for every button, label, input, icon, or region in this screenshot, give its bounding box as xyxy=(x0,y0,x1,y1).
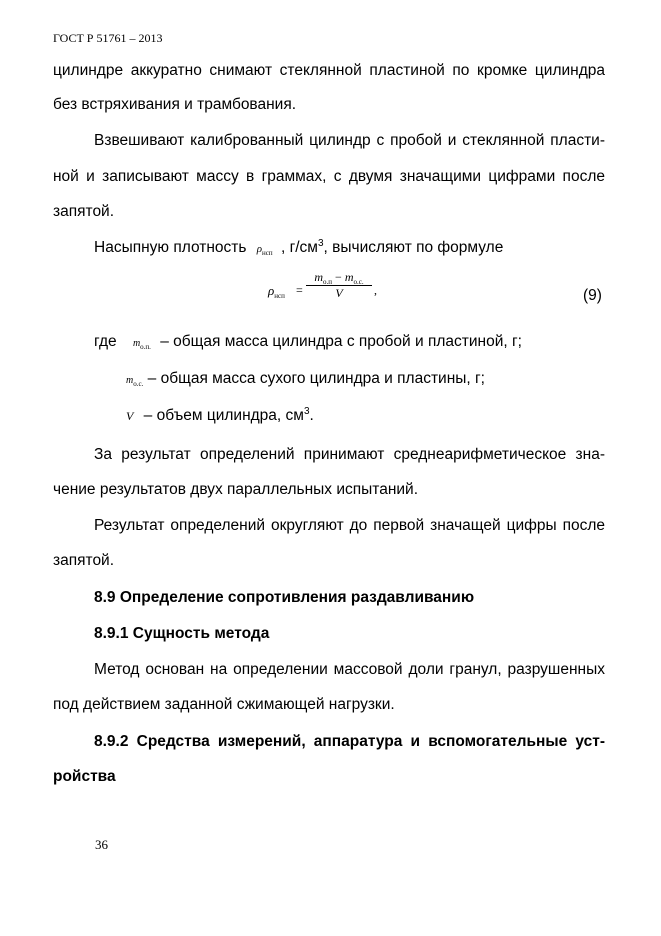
numerator-m2-subscript: о.с. xyxy=(353,278,364,286)
density-sentence xyxy=(94,239,503,259)
where-line-3 xyxy=(126,407,314,427)
sentence-text: Насыпную плотность xyxy=(94,239,247,256)
where-3-end: . xyxy=(309,407,314,424)
where-text-1: – общая масса цилиндра с пробой и пластиной, г; xyxy=(160,333,522,350)
paragraph-line: Метод основан на определении массовой доли гранул, разрушенных xyxy=(94,661,605,678)
symbol-m: m xyxy=(132,338,141,349)
where-3-superscript: 3 xyxy=(303,406,310,417)
paragraph-line: цилиндре аккуратно снимают стеклянной пластиной по кромке цилиндра xyxy=(53,62,605,79)
rho-symbol xyxy=(257,243,273,255)
numerator-m1-subscript: о.п xyxy=(323,278,333,286)
sentence-end: , вычисляют по формуле xyxy=(323,239,504,256)
page-number: 36 xyxy=(95,837,108,852)
numerator-minus: − xyxy=(335,270,342,284)
where-text-3: – объем цилиндра, см xyxy=(143,407,304,424)
section-heading-8-9: 8.9 Определение сопротивления раздавливанию xyxy=(94,589,475,606)
symbol-V: V xyxy=(126,409,134,423)
symbol-m-op-subscript: о.п. xyxy=(140,343,151,351)
section-heading-8-9-2-cont: ройства xyxy=(53,768,116,785)
formula-comma: , xyxy=(374,283,377,297)
formula-equals: = xyxy=(296,283,303,297)
fraction-denominator: V xyxy=(335,286,343,300)
rho-letter: ρ xyxy=(256,243,263,255)
paragraph-line: запятой. xyxy=(53,552,115,569)
section-heading-8-9-2: 8.9.2 Средства измерений, аппаратура и вспомогательные уст- xyxy=(94,733,605,750)
rho-subscript: нсп xyxy=(262,249,273,257)
where-line-1 xyxy=(94,333,522,353)
fraction-numerator xyxy=(306,270,372,285)
symbol-m-op xyxy=(133,338,151,349)
symbol-m: m xyxy=(126,375,134,386)
paragraph-line: Взвешивают калиброванный цилиндр с пробой и стеклянной пласти- xyxy=(94,132,605,149)
paragraph-line: без встряхивания и трамбования. xyxy=(53,96,297,113)
where-label: где xyxy=(94,333,117,350)
paragraph-line: под действием заданной сжимающей нагрузки. xyxy=(53,696,395,713)
numerator-m1: m xyxy=(314,270,324,284)
paragraph-line: запятой. xyxy=(53,203,115,220)
where-text-2: – общая масса сухого цилиндра и пластины, г; xyxy=(147,370,485,387)
paragraph-line: Результат определений округляют до первой значащей цифры после xyxy=(94,517,605,534)
where-line-2 xyxy=(126,370,485,390)
formula-rho-subscript: нсп xyxy=(274,292,285,300)
unit-superscript: 3 xyxy=(317,238,324,249)
symbol-m-os xyxy=(126,375,143,386)
formula-fraction xyxy=(306,270,372,301)
paragraph-line: чение результатов двух параллельных испытаний. xyxy=(53,481,419,498)
symbol-m-os-subscript: о.с. xyxy=(133,380,144,388)
formula-lhs xyxy=(268,283,285,299)
numerator-m2: m xyxy=(344,270,354,284)
unit-text: , г/см xyxy=(280,239,318,256)
standard-header: ГОСТ Р 51761 – 2013 xyxy=(53,31,163,45)
section-heading-8-9-1: 8.9.1 Сущность метода xyxy=(94,625,270,642)
paragraph-line: ной и записывают массу в граммах, с двумя значащими цифрами после xyxy=(53,168,605,185)
formula-rho: ρ xyxy=(268,283,275,298)
equation-number: (9) xyxy=(583,287,602,304)
paragraph-line: За результат определений принимают среднеарифметическое зна- xyxy=(94,446,605,463)
